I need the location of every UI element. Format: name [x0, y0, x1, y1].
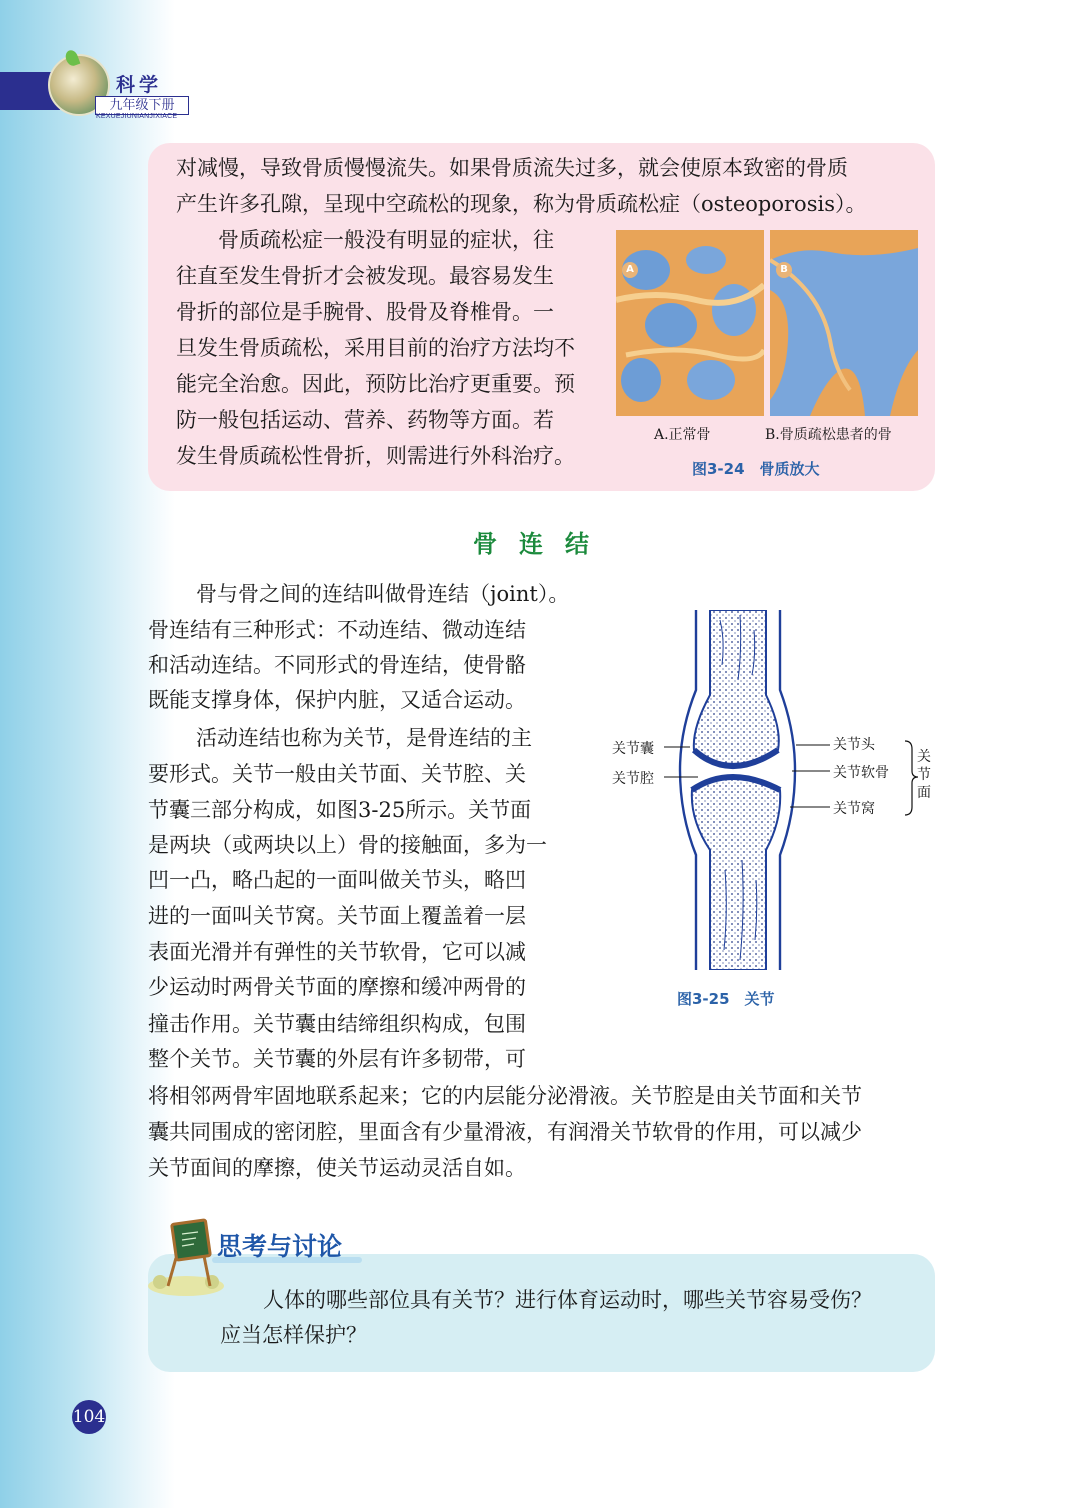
paragraph-line: 骨连结有三种形式：不动连结、微动连结	[148, 618, 526, 642]
chalkboard-icon	[146, 1212, 226, 1296]
label-joint-surface: 关节面	[917, 749, 931, 801]
discussion-question-line: 人体的哪些部位具有关节？进行体育运动时，哪些关节容易受伤？	[263, 1288, 872, 1312]
label-joint-head: 关节头	[833, 737, 875, 753]
paragraph-line: 少运动时两骨关节面的摩擦和缓冲两骨的	[148, 975, 526, 999]
paragraph-line: 既能支撑身体，保护内脏，又适合运动。	[148, 688, 526, 712]
figure-3-25-caption: 图3-25 关节	[677, 990, 775, 1008]
paragraph-line: 发生骨质疏松性骨折，则需进行外科治疗。	[176, 444, 575, 468]
figure-3-24-caption: 图3-24 骨质放大	[692, 460, 820, 478]
paragraph-line: 表面光滑并有弹性的关节软骨，它可以减	[148, 940, 526, 964]
paragraph-line: 将相邻两骨牢固地联系起来；它的内层能分泌滑液。关节腔是由关节面和关节	[148, 1084, 862, 1108]
paragraph-line: 是两块（或两块以上）骨的接触面，多为一	[148, 833, 547, 857]
photo-label-b: B	[776, 262, 792, 278]
paragraph-line: 囊共同围成的密闭腔，里面含有少量滑液，有润滑关节软骨的作用，可以减少	[148, 1120, 862, 1144]
book-pinyin: KEXUEJIUNIANJIXIACE	[96, 113, 178, 120]
paragraph-line: 旦发生骨质疏松，采用目前的治疗方法均不	[176, 336, 575, 360]
discussion-question-line: 应当怎样保护？	[220, 1323, 367, 1347]
paragraph-line: 关节面间的摩擦，使关节运动灵活自如。	[148, 1156, 526, 1180]
paragraph-line: 整个关节。关节囊的外层有许多韧带，可	[148, 1047, 526, 1071]
paragraph-line: 对减慢，导致骨质慢慢流失。如果骨质流失过多，就会使原本致密的骨质	[176, 156, 848, 180]
book-subject: 科学	[116, 74, 163, 96]
paragraph-line: 防一般包括运动、营养、药物等方面。若	[176, 408, 554, 432]
paragraph-line: 产生许多孔隙，呈现中空疏松的现象，称为骨质疏松症（osteoporosis）。	[176, 192, 867, 216]
page-number: 104	[72, 1400, 106, 1434]
paragraph-line: 进的一面叫关节窝。关节面上覆盖着一层	[148, 904, 526, 928]
paragraph-line: 和活动连结。不同形式的骨连结，使骨骼	[148, 653, 526, 677]
paragraph-line: 骨与骨之间的连结叫做骨连结（joint）。	[196, 582, 570, 606]
photo-caption-b: B.骨质疏松患者的骨	[765, 427, 892, 443]
photo-caption-a: A.正常骨	[654, 427, 711, 443]
label-joint-cavity: 关节腔	[612, 771, 654, 787]
paragraph-line: 撞击作用。关节囊由结缔组织构成，包围	[148, 1012, 526, 1036]
osteoporotic-bone-photo	[770, 230, 918, 416]
normal-bone-photo	[616, 230, 764, 416]
paragraph-line: 骨折的部位是手腕骨、股骨及脊椎骨。一	[176, 300, 554, 324]
paragraph-line: 凹一凸，略凸起的一面叫做关节头，略凹	[148, 868, 526, 892]
label-joint-cartilage: 关节软骨	[833, 765, 889, 781]
paragraph-line: 往直至发生骨折才会被发现。最容易发生	[176, 264, 554, 288]
paragraph-line: 要形式。关节一般由关节面、关节腔、关	[148, 762, 526, 786]
paragraph-line: 节囊三部分构成，如图3-25所示。关节面	[148, 798, 532, 822]
label-joint-socket: 关节窝	[833, 801, 875, 817]
discussion-title: 思考与讨论	[217, 1232, 343, 1261]
photo-label-a: A	[622, 262, 638, 278]
label-joint-capsule: 关节囊	[612, 741, 654, 757]
section-title: 骨连结	[473, 530, 611, 558]
paragraph-line: 活动连结也称为关节，是骨连结的主	[196, 726, 532, 750]
book-grade: 九年级下册	[95, 96, 189, 115]
paragraph-line: 骨质疏松症一般没有明显的症状，往	[218, 228, 554, 252]
paragraph-line: 能完全治愈。因此，预防比治疗更重要。预	[176, 372, 575, 396]
